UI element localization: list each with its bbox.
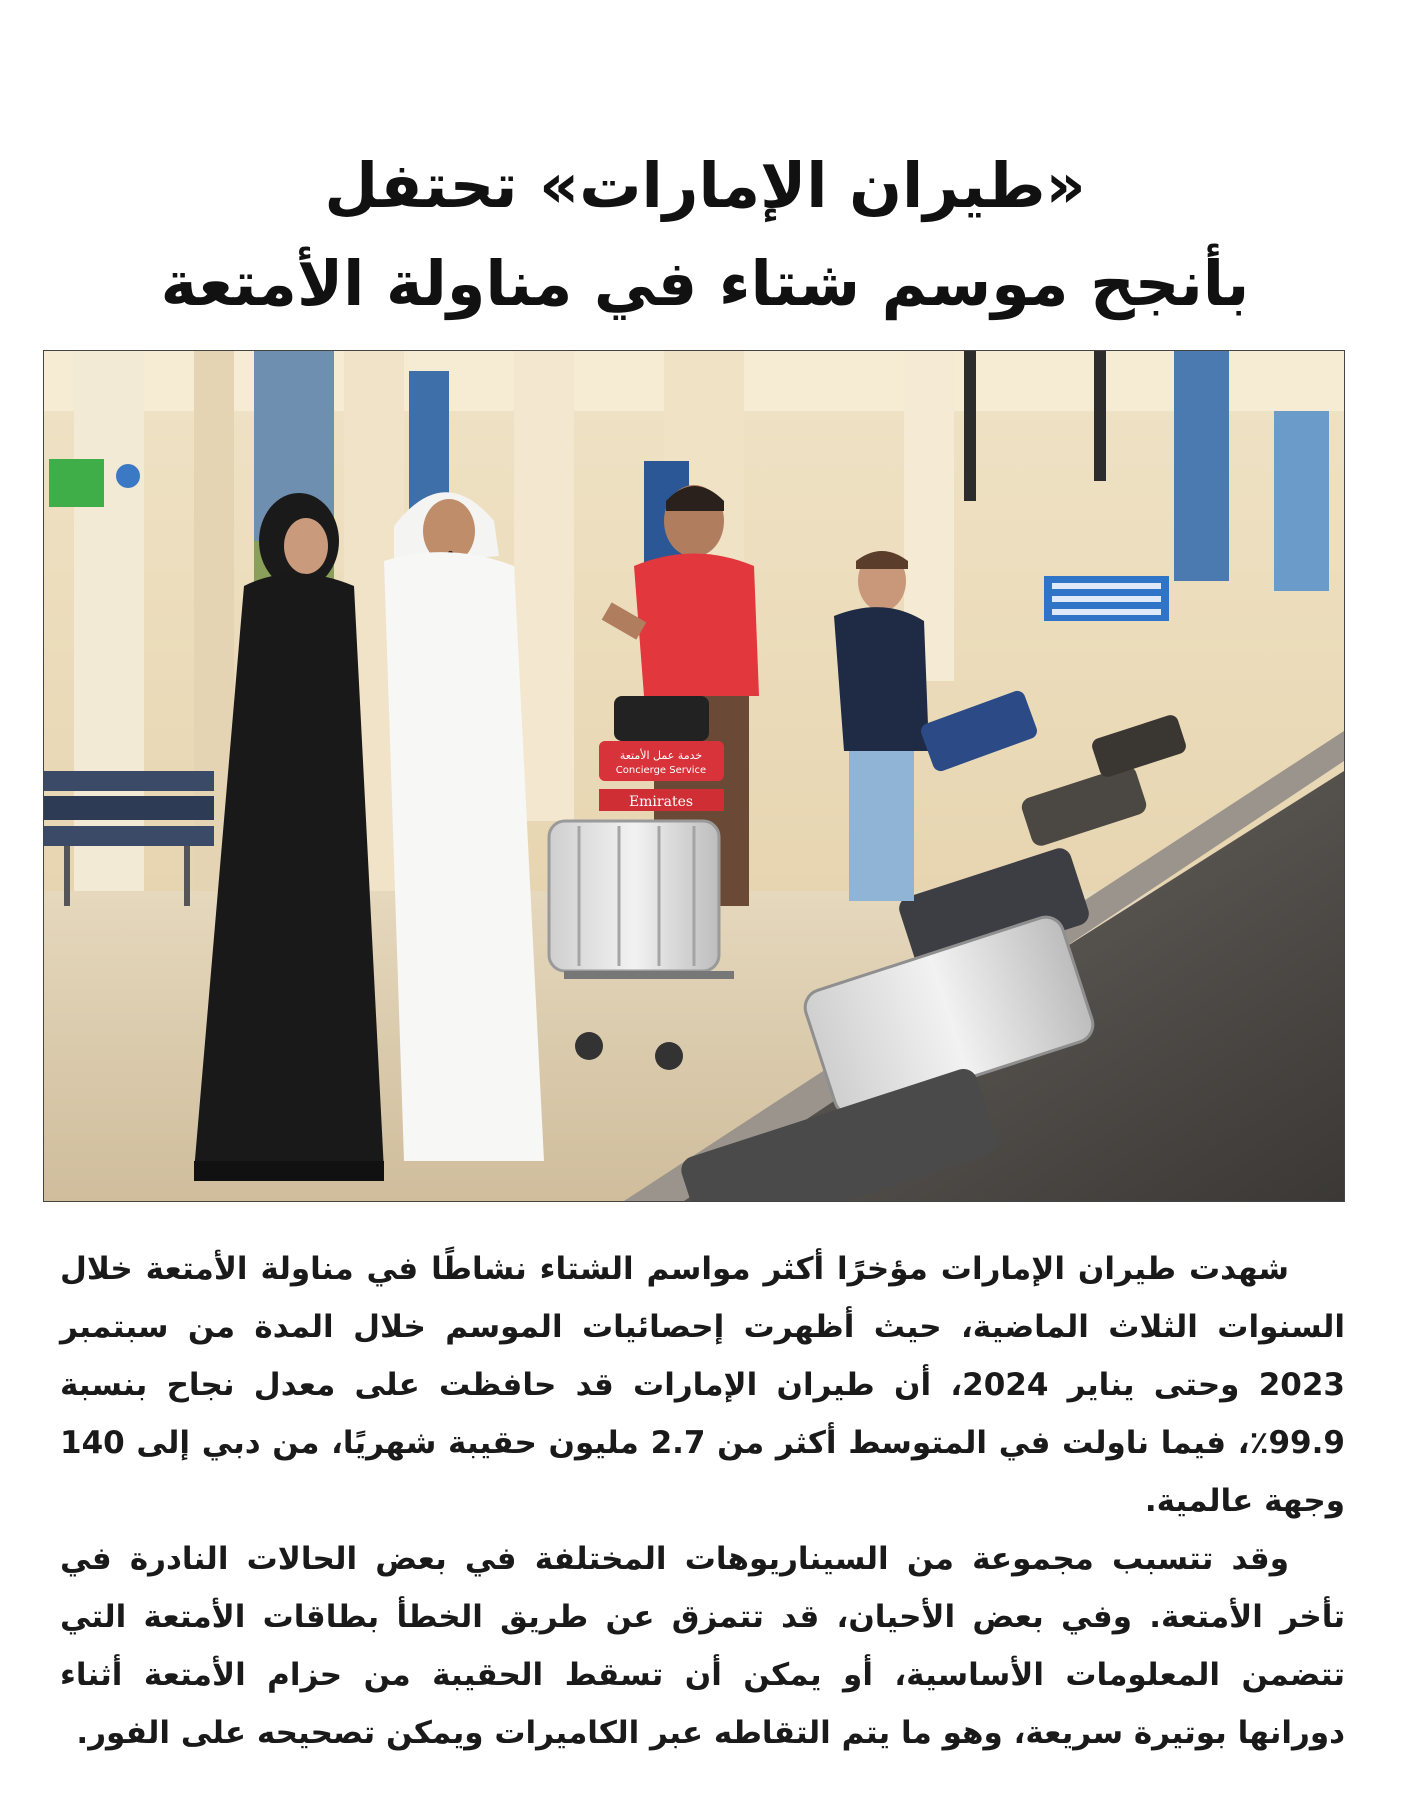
sign-dot — [116, 464, 140, 488]
board-line — [1052, 609, 1161, 615]
article-photo — [43, 350, 1345, 1202]
trolley-brand: Emirates — [628, 794, 694, 810]
light-strip — [1094, 351, 1106, 481]
board-line — [1052, 596, 1161, 602]
headline-line-1: «طيران الإمارات» تحتفل — [324, 148, 1086, 222]
banner — [1274, 411, 1329, 591]
article-headline — [60, 137, 1350, 333]
trolley-sign-english: Concierge Service — [615, 765, 707, 776]
article-body — [60, 1240, 1345, 1762]
trolley-sign-arabic: خدمة عمل الأمتعة — [619, 749, 703, 762]
light-strip — [964, 351, 976, 501]
article-paragraph-1: شهدت طيران الإمارات مؤخرًا أكثر مواسم الشتاء نشاطًا في مناولة الأمتعة خلال السنوات الثلاث الماضية، حيث أظهرت إحصائيات الموسم خلال المدة من سبتمبر 2023 وحتى يناير 2024، أن طيران الإمارات قد حافظت على معدل نجاح بنسبة 99.9٪، فيما ناولت في المتوسط أكثر من 2.7 مليون حقيبة شهريًا، من دبي إلى 140 وجهة عالمية. — [60, 1251, 1345, 1519]
article-paragraph-2: وقد تتسبب مجموعة من السيناريوهات المختلفة في بعض الحالات النادرة في تأخر الأمتعة. وفي بعض الأحيان، قد تتمزق عن طريق الخطأ بطاقات الأمتعة التي تتضمن المعلومات الأساسية، أو يمكن أن تسقط الحقيبة من حزام الأمتعة أثناء دورانها بوتيرة سريعة، وهو ما يتم التقاطه عبر الكاميرات ويمكن تصحيحه على الفور. — [60, 1541, 1345, 1751]
green-sign — [49, 459, 104, 507]
headline-line-2: بأنجح موسم شتاء في مناولة الأمتعة — [160, 246, 1250, 320]
board-line — [1052, 583, 1161, 589]
airport-baggage-scene — [44, 351, 1344, 1201]
banner — [1174, 351, 1229, 581]
